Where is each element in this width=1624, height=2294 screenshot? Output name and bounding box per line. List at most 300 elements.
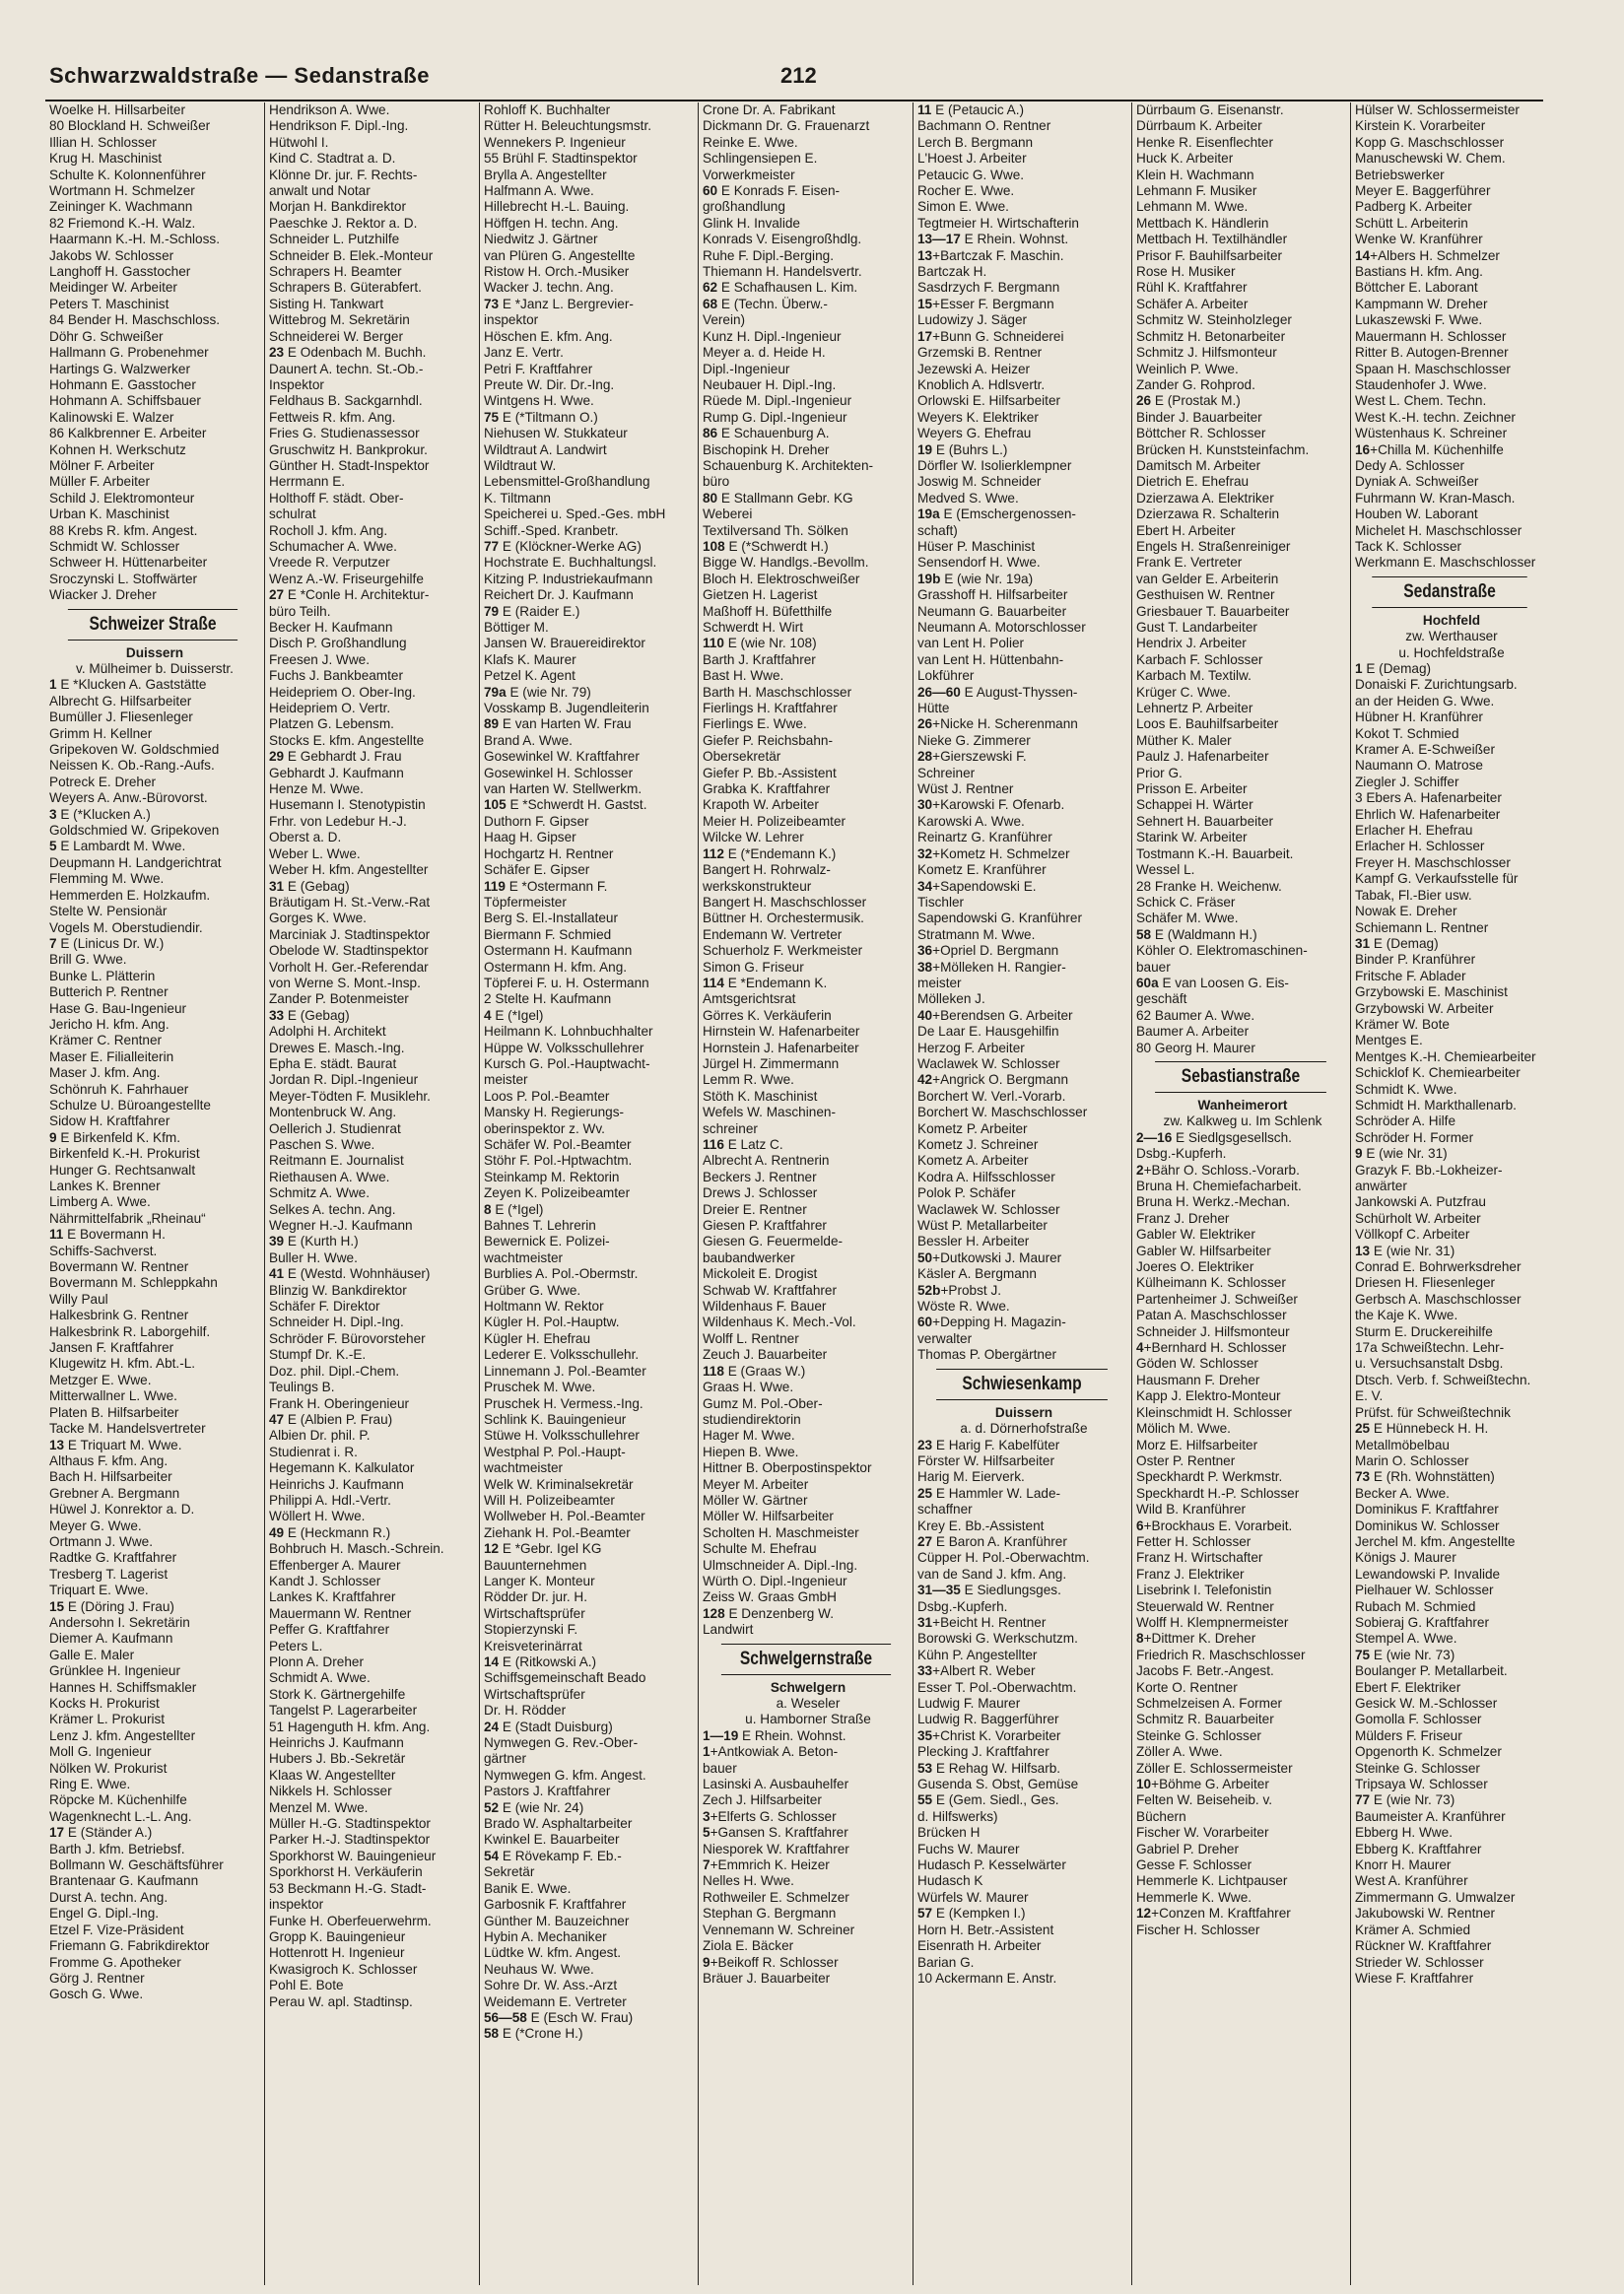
resident-entry: Dürrbaum G. Eisenanstr. [1136, 102, 1284, 117]
resident-entry: Zöller E. Schlossermeister [1136, 1760, 1293, 1776]
resident-entry: Teulings B. [269, 1380, 335, 1395]
resident-entry: Hülser W. Schlossermeister [1355, 102, 1520, 117]
resident-entry: 34+Sapendowski E. [917, 878, 1037, 894]
resident-entry: Käsler A. Bergmann [917, 1266, 1037, 1282]
resident-entry: Willy Paul [49, 1291, 108, 1307]
resident-entry: Bräuer J. Bauarbeiter [703, 1970, 831, 1986]
resident-entry: 4+Bernhard H. Schlosser [1136, 1340, 1287, 1356]
resident-entry: Berg S. El.-Installateur [484, 911, 618, 926]
resident-entry: Hendrikson F. Dipl.-Ing. [269, 118, 409, 134]
resident-entry: Hager M. Wwe. [703, 1428, 795, 1444]
resident-entry: Rohloff K. Buchhalter [484, 102, 611, 117]
resident-entry: Ebberg H. Wwe. [1355, 1825, 1453, 1841]
resident-entry: van de Sand J. kfm. Ang. [917, 1566, 1067, 1582]
resident-entry: Hüppe W. Volksschullehrer [484, 1040, 644, 1055]
resident-entry: Loos P. Pol.-Beamter [484, 1088, 610, 1104]
resident-entry: Grabka K. Kraftfahrer [703, 781, 831, 797]
resident-entry: Steuerwald W. Rentner [1136, 1598, 1274, 1614]
resident-entry: Montenbruck W. Ang. [269, 1105, 397, 1120]
resident-entry: Völlkopf C. Arbeiter [1355, 1227, 1470, 1243]
resident-entry: De Laar E. Hausgehilfin [917, 1024, 1059, 1040]
resident-entry: Joeres O. Elektriker [1136, 1259, 1254, 1275]
resident-entry: Schick C. Fräser [1136, 894, 1236, 910]
resident-entry: 2+Bähr O. Schloss.-Vorarb. [1136, 1162, 1300, 1178]
resident-entry: 55 Brühl F. Stadtinspektor [484, 151, 638, 167]
resident-entry: 50+Dutkowski J. Maurer [917, 1249, 1062, 1265]
resident-entry: Schlingensiepen E. [703, 151, 818, 167]
resident-entry: Mitterwallner L. Wwe. [49, 1388, 177, 1404]
resident-entry: Weberei [703, 506, 753, 522]
resident-entry: Stopierzynski F. [484, 1622, 578, 1638]
resident-entry: Obelode W. Stadtinspektor [269, 943, 429, 959]
resident-entry: Kwasigroch K. Schlosser [269, 1961, 418, 1977]
resident-entry: Fischer H. Schlosser [1136, 1922, 1260, 1937]
resident-entry: Limberg A. Wwe. [49, 1194, 151, 1210]
resident-entry: Garbosnik F. Kraftfahrer [484, 1897, 627, 1913]
resident-entry: 80 Georg H. Maurer [1136, 1040, 1255, 1055]
resident-entry: Maser E. Filialleiterin [49, 1048, 174, 1064]
resident-entry: studiendirektorin [703, 1411, 801, 1427]
resident-entry: Oster P. Rentner [1136, 1452, 1236, 1468]
resident-entry: Grzybowski E. Maschinist [1355, 984, 1508, 1000]
resident-entry: Grazyk F. Bb.-Lokheizer- [1355, 1162, 1503, 1178]
resident-entry: Thomas P. Obergärtner [917, 1347, 1057, 1363]
resident-entry: großhandlung [703, 199, 785, 215]
resident-entry: Weber H. kfm. Angestellter [269, 862, 429, 878]
resident-entry: Effenberger A. Maurer [269, 1557, 401, 1573]
resident-entry: Philippi A. Hdl.-Vertr. [269, 1492, 391, 1508]
resident-entry: Ziegler J. Schiffer [1355, 774, 1459, 789]
resident-entry: 5+Gansen S. Kraftfahrer [703, 1825, 848, 1841]
resident-entry: Biermann F. Schmied [484, 926, 612, 942]
resident-entry: Nelles H. Wwe. [703, 1873, 794, 1889]
resident-entry: Hendrix J. Arbeiter [1136, 636, 1247, 651]
resident-entry: Günther H. Stadt-Inspektor [269, 457, 430, 473]
resident-entry: d. Hilfswerks) [917, 1808, 998, 1824]
resident-entry: 86 E Schauenburg A. [703, 426, 830, 441]
resident-entry: Kind C. Stadtrat a. D. [269, 151, 396, 167]
resident-entry: Töpfermeister [484, 894, 567, 910]
street-range-note: zw. Werthauser [1405, 629, 1498, 644]
resident-entry: Felten W. Beiseheib. v. [1136, 1792, 1273, 1808]
resident-entry: 62 Baumer A. Wwe. [1136, 1007, 1255, 1023]
resident-entry: Lewandowski P. Invalide [1355, 1566, 1501, 1582]
resident-entry: Weyers G. Ehefrau [917, 426, 1032, 441]
resident-entry: 23 E Odenbach M. Buchh. [269, 345, 427, 361]
resident-entry: 13 E (wie Nr. 31) [1355, 1243, 1455, 1258]
resident-entry: Stephan G. Bergmann [703, 1906, 837, 1922]
resident-entry: 53 E Rehag W. Hilfsarb. [917, 1760, 1061, 1776]
resident-entry: Gruschwitz H. Bankprokur. [269, 441, 428, 457]
resident-entry: Landwirt [703, 1622, 754, 1638]
resident-entry: 108 E (*Schwerdt H.) [703, 538, 829, 554]
resident-entry: Plecking J. Kraftfahrer [917, 1744, 1049, 1760]
resident-entry: Maßhoff H. Büfetthilfe [703, 603, 833, 619]
resident-entry: Schneider B. Elek.-Monteur [269, 247, 434, 263]
resident-entry: Nymwegen G. Rev.-Ober- [484, 1735, 639, 1751]
resident-entry: 10 Ackermann E. Anstr. [917, 1970, 1057, 1986]
resident-entry: Kometz J. Schreiner [917, 1137, 1039, 1152]
resident-entry: van Lent H. Polier [917, 636, 1025, 651]
resident-entry: Schild J. Elektromonteur [49, 490, 195, 506]
resident-entry: 19 E (Buhrs L.) [917, 441, 1008, 457]
resident-entry: Dtsch. Verb. f. Schweißtechn. [1355, 1372, 1531, 1387]
resident-entry: Günther M. Bauzeichner [484, 1913, 630, 1928]
resident-entry: Speicherei u. Sped.-Ges. mbH [484, 506, 666, 522]
resident-entry: Paschen S. Wwe. [269, 1137, 375, 1152]
resident-entry: Schwerdt H. Wirt [703, 620, 803, 635]
resident-entry: Wacker J. techn. Ang. [484, 280, 614, 296]
resident-entry: Kleinschmidt H. Schlosser [1136, 1404, 1292, 1420]
resident-entry: schulrat [269, 506, 316, 522]
resident-entry: Neubauer H. Dipl.-Ing. [703, 376, 837, 392]
resident-entry: Gosewinkel H. Schlosser [484, 765, 634, 780]
resident-entry: Jordan R. Dipl.-Ingenieur [269, 1072, 419, 1088]
resident-entry: van Lent H. Hüttenbahn- [917, 651, 1064, 667]
resident-entry: Kügler H. Pol.-Hauptw. [484, 1315, 620, 1330]
resident-entry: Wessel L. [1136, 862, 1195, 878]
resident-entry: Würfels W. Maurer [917, 1889, 1029, 1905]
resident-entry: Stempel A. Wwe. [1355, 1631, 1457, 1647]
resident-entry: Wortmann H. Schmelzer [49, 183, 195, 199]
resident-entry: Waclawek W. Schlosser [917, 1055, 1060, 1071]
resident-entry: Cüpper H. Pol.-Oberwachtm. [917, 1550, 1090, 1566]
resident-entry: Hütwohl I. [269, 134, 329, 150]
resident-entry: Speckhardt P. Werkmstr. [1136, 1469, 1283, 1485]
resident-entry: Wolff H. Klempnermeister [1136, 1614, 1289, 1630]
resident-entry: Langhoff H. Gasstocher [49, 264, 191, 280]
resident-entry: 79a E (wie Nr. 79) [484, 684, 591, 700]
resident-entry: Baumeister A. Kranführer [1355, 1808, 1506, 1824]
resident-entry: Spaan H. Maschschlosser [1355, 361, 1511, 376]
resident-entry: Griesbauer T. Bauarbeiter [1136, 603, 1290, 619]
resident-entry: Schäfer E. Gipser [484, 862, 590, 878]
resident-entry: Marciniak J. Stadtinspektor [269, 926, 431, 942]
resident-entry: Giesen G. Feuermelde- [703, 1234, 844, 1249]
resident-entry: Studienrat i. R. [269, 1444, 358, 1459]
resident-entry: Müther K. Maler [1136, 732, 1232, 748]
resident-entry: Hottenrott H. Ingenieur [269, 1945, 405, 1961]
resident-entry: Schmitz J. Hilfsmonteur [1136, 345, 1277, 361]
resident-entry: Illian H. Schlosser [49, 134, 157, 150]
resident-entry: Dominikus F. Kraftfahrer [1355, 1502, 1499, 1518]
resident-entry: Hütte [917, 701, 950, 716]
resident-entry: Binder P. Kranführer [1355, 952, 1476, 968]
resident-entry: Wirtschaftsprüfer [484, 1605, 585, 1621]
resident-entry: Schneiderei W. Berger [269, 328, 404, 344]
resident-entry: Morz E. Hilfsarbeiter [1136, 1437, 1258, 1452]
resident-entry: Zander P. Botenmeister [269, 991, 409, 1007]
resident-entry: Becker A. Wwe. [1355, 1485, 1450, 1501]
resident-entry: von Werne S. Mont.-Insp. [269, 975, 421, 990]
resident-entry: Burblies A. Pol.-Obermstr. [484, 1266, 639, 1282]
resident-entry: Möller W. Gärtner [703, 1492, 808, 1508]
resident-entry: Speckhardt H.-P. Schlosser [1136, 1485, 1300, 1501]
resident-entry: 15+Esser F. Bergmann [917, 296, 1054, 311]
resident-entry: Lederer E. Volksschullehr. [484, 1347, 640, 1363]
resident-entry: Müller F. Arbeiter [49, 474, 150, 490]
resident-entry: Grebner A. Bergmann [49, 1485, 180, 1501]
resident-entry: Barth H. Maschschlosser [703, 684, 852, 700]
resident-entry: Schrapers B. Güterabfert. [269, 280, 422, 296]
resident-entry: Wenz A.-W. Friseurgehilfe [269, 571, 424, 586]
resident-entry: Wüst P. Metallarbeiter [917, 1218, 1048, 1234]
resident-entry: Bast H. Wwe. [703, 668, 784, 684]
resident-entry: Bischopink H. Dreher [703, 441, 830, 457]
resident-entry: Zöller A. Wwe. [1136, 1744, 1223, 1760]
resident-entry: Steinke G. Schlosser [1136, 1727, 1261, 1743]
resident-entry: Friedrich R. Maschschlosser [1136, 1647, 1306, 1662]
resident-entry: 60a E van Loosen G. Eis- [1136, 975, 1289, 990]
resident-entry: Banik E. Wwe. [484, 1880, 572, 1896]
resident-entry: Ostermann H. kfm. Ang. [484, 959, 628, 975]
resident-entry: Bunke L. Plätterin [49, 968, 156, 983]
resident-entry: Kocks H. Prokurist [49, 1696, 160, 1711]
resident-entry: Nieke G. Zimmerer [917, 732, 1031, 748]
resident-entry: Houben W. Laborant [1355, 506, 1478, 522]
resident-entry: Grünklee H. Ingenieur [49, 1663, 180, 1679]
resident-entry: schreiner [703, 1120, 758, 1136]
resident-entry: Ziola E. Bäcker [703, 1938, 794, 1954]
resident-entry: Friemann G. Fabrikdirektor [49, 1938, 210, 1954]
resident-entry: Nymwegen G. kfm. Angest. [484, 1767, 646, 1783]
resident-entry: Dürrbaum K. Arbeiter [1136, 118, 1262, 134]
resident-entry: Barth J. kfm. Betriebsf. [49, 1841, 185, 1856]
resident-entry: Würth O. Dipl.-Ingenieur [703, 1573, 847, 1588]
resident-entry: Giefer P. Bb.-Assistent [703, 765, 837, 780]
resident-entry: Etzel F. Vize-Präsident [49, 1922, 184, 1937]
resident-entry: Schröder F. Bürovorsteher [269, 1330, 426, 1346]
resident-entry: Prior G. [1136, 765, 1183, 780]
resident-entry: Möller W. Hilfsarbeiter [703, 1509, 834, 1524]
resident-entry: Haag H. Gipser [484, 830, 576, 845]
resident-entry: Hemmerle K. Wwe. [1136, 1889, 1252, 1905]
resident-entry: Michelet H. Maschschlosser [1355, 522, 1522, 538]
resident-entry: 25 E Hünnebeck H. H. [1355, 1421, 1489, 1437]
resident-entry: 29 E Gebhardt J. Frau [269, 749, 402, 765]
resident-entry: Meyer a. d. Heide H. [703, 345, 826, 361]
resident-entry: 68 E (Techn. Überw.- [703, 296, 828, 311]
resident-entry: Gumz M. Pol.-Ober- [703, 1395, 823, 1411]
resident-entry: 1 E (Demag) [1355, 661, 1432, 676]
resident-entry: Schmitz H. Betonarbeiter [1136, 328, 1286, 344]
resident-entry: Bohbruch H. Masch.-Schrein. [269, 1541, 444, 1557]
resident-entry: Krapoth W. Arbeiter [703, 797, 819, 813]
resident-entry: Meyer M. Arbeiter [703, 1476, 809, 1492]
resident-entry: Borowski G. Werkschutzm. [917, 1631, 1078, 1647]
resident-entry: Tresberg T. Lagerist [49, 1566, 169, 1582]
resident-entry: Nowak E. Dreher [1355, 904, 1457, 919]
resident-entry: 58 E (*Crone H.) [484, 2026, 583, 2042]
resident-entry: Wöste R. Wwe. [917, 1299, 1010, 1315]
resident-entry: Franz H. Wirtschafter [1136, 1550, 1263, 1566]
resident-entry: Kapp J. Elektro-Monteur [1136, 1388, 1281, 1404]
resident-entry: Potreck E. Dreher [49, 774, 157, 789]
resident-entry: geschäft [1136, 991, 1187, 1007]
resident-entry: Ebert H. Arbeiter [1136, 522, 1236, 538]
resident-entry: Heilmann K. Lohnbuchhalter [484, 1024, 653, 1040]
resident-entry: 89 E van Harten W. Frau [484, 716, 632, 732]
resident-entry: 80 E Stallmann Gebr. KG [703, 490, 853, 506]
directory-column-6 [1131, 102, 1349, 2285]
resident-entry: Döhr G. Schweißer [49, 328, 164, 344]
resident-entry: Selkes A. techn. Ang. [269, 1201, 396, 1217]
resident-entry: Starink W. Arbeiter [1136, 830, 1248, 845]
resident-entry: Hase G. Bau-Ingenieur [49, 1000, 187, 1016]
resident-entry: Woelke H. Hillsarbeiter [49, 102, 185, 117]
resident-entry: Böttiger M. [484, 620, 549, 635]
resident-entry: Kursch G. Pol.-Hauptwacht- [484, 1055, 650, 1071]
resident-entry: Tabak, Fl.-Bier usw. [1355, 887, 1472, 903]
resident-entry: Reitmann E. Journalist [269, 1153, 404, 1169]
resident-entry: 4 E (*Igel) [484, 1007, 544, 1023]
resident-entry: Schumacher A. Wwe. [269, 538, 397, 554]
resident-entry: 7+Emmrich K. Heizer [703, 1857, 830, 1873]
resident-entry: 110 E (wie Nr. 108) [703, 636, 817, 651]
resident-entry: Waclawek W. Schlosser [917, 1201, 1060, 1217]
resident-entry: Görres K. Verkäuferin [703, 1007, 832, 1023]
resident-entry: Welk W. Kriminalsekretär [484, 1476, 634, 1492]
resident-entry: Neissen K. Ob.-Rang.-Aufs. [49, 758, 215, 774]
resident-entry: Schulte K. Kolonnenführer [49, 167, 206, 182]
resident-entry: Dzierzawa R. Schalterin [1136, 506, 1280, 522]
resident-entry: Dsbg.-Kupferh. [1136, 1146, 1227, 1162]
resident-entry: Fetter H. Schlosser [1136, 1533, 1252, 1549]
resident-entry: Ehrlich W. Hafenarbeiter [1355, 806, 1501, 822]
resident-entry: Sekretär [484, 1864, 535, 1880]
resident-entry: Sehnert H. Bauarbeiter [1136, 813, 1274, 829]
resident-entry: Stork K. Gärtnergehilfe [269, 1686, 406, 1702]
resident-entry: 38+Mölleken H. Rangier- [917, 959, 1066, 975]
resident-entry: L'Hoest J. Arbeiter [917, 151, 1027, 167]
resident-entry: Mölleken J. [917, 991, 985, 1007]
resident-entry: Bangert H. Maschschlosser [703, 894, 867, 910]
resident-entry: 36+Opriel D. Bergmann [917, 943, 1059, 959]
resident-entry: Bangert H. Rohrwalz- [703, 862, 831, 878]
resident-entry: Heidepriem O. Ober-Ing. [269, 684, 416, 700]
resident-entry: 9 E (wie Nr. 31) [1355, 1146, 1448, 1162]
resident-entry: Krämer L. Prokurist [49, 1712, 166, 1727]
resident-entry: Kampmann W. Dreher [1355, 296, 1488, 311]
resident-entry: Verein) [703, 312, 746, 328]
resident-entry: Bach H. Hilfsarbeiter [49, 1469, 172, 1485]
resident-entry: Herzog F. Arbeiter [917, 1040, 1025, 1055]
resident-entry: Peters L. [269, 1638, 323, 1653]
resident-entry: Prisor F. Bauhilfsarbeiter [1136, 247, 1283, 263]
directory-column-4 [698, 102, 914, 2285]
resident-entry: Sisting H. Tankwart [269, 296, 384, 311]
resident-entry: Hochstrate E. Buchhaltungsl. [484, 555, 657, 571]
resident-entry: Grimm H. Kellner [49, 725, 153, 741]
resident-entry: 11 E Bovermann H. [49, 1227, 166, 1243]
resident-entry: Töpferei F. u. H. Ostermann [484, 975, 649, 990]
resident-entry: Endemann W. Vertreter [703, 926, 843, 942]
resident-entry: Hartings G. Walzwerker [49, 361, 191, 376]
resident-entry: 25 E Hammler W. Lade- [917, 1485, 1061, 1501]
resident-entry: Sporkhorst W. Bauingenieur [269, 1848, 437, 1863]
resident-entry: Krämer A. Schmied [1355, 1922, 1471, 1937]
resident-entry: Schönruh K. Fahrhauer [49, 1081, 189, 1097]
resident-entry: Lehnertz P. Arbeiter [1136, 701, 1253, 716]
resident-entry: Albrecht A. Rentnerin [703, 1153, 830, 1169]
district-label: Hochfeld [1422, 612, 1481, 628]
resident-entry: Knorr H. Maurer [1355, 1857, 1452, 1873]
resident-entry: 5 E Lambardt M. Wwe. [49, 839, 186, 854]
resident-entry: Dreier E. Rentner [703, 1201, 807, 1217]
resident-entry: Schulte M. Ehefrau [703, 1541, 817, 1557]
resident-entry: Zech J. Hilfsarbeiter [703, 1792, 822, 1808]
resident-entry: Hüwel J. Konrektor a. D. [49, 1502, 195, 1518]
resident-entry: werkskonstrukteur [703, 878, 812, 894]
resident-entry: Bigge W. Handlgs.-Bevollm. [703, 555, 869, 571]
resident-entry: Görg J. Rentner [49, 1970, 145, 1986]
resident-entry: Hüser P. Maschinist [917, 538, 1036, 554]
resident-entry: Schmidt H. Markthallenarb. [1355, 1097, 1517, 1113]
resident-entry: Lüdtke W. kfm. Angest. [484, 1945, 622, 1961]
resident-entry: Hubers J. Bb.-Sekretär [269, 1751, 406, 1767]
resident-entry: büro [703, 474, 730, 490]
district-label: Duissern [125, 644, 184, 660]
resident-entry: 14 E (Ritkowski A.) [484, 1654, 597, 1669]
resident-entry: Ruhe F. Dipl.-Berging. [703, 247, 834, 263]
resident-entry: Kandt J. Schlosser [269, 1573, 381, 1588]
resident-entry: 31 E (Demag) [1355, 935, 1439, 951]
resident-entry: Betriebswerker [1355, 167, 1445, 182]
resident-entry: Sasdrzych F. Bergmann [917, 280, 1060, 296]
resident-entry: 27 E Baron A. Kranführer [917, 1533, 1067, 1549]
resident-entry: Barian G. [917, 1954, 975, 1970]
resident-entry: Fettweis R. kfm. Ang. [269, 409, 396, 425]
resident-entry: Klaas W. Angestellter [269, 1767, 396, 1783]
resident-entry: Hallmann G. Probenehmer [49, 345, 209, 361]
resident-entry: Schmidt K. Wwe. [1355, 1081, 1457, 1097]
resident-entry: Göden W. Schlosser [1136, 1356, 1258, 1372]
resident-entry: Wilcke W. Lehrer [703, 830, 804, 845]
resident-entry: Brand A. Wwe. [484, 732, 573, 748]
resident-entry: 24 E (Stadt Duisburg) [484, 1719, 613, 1734]
resident-entry: Wefels W. Maschinen- [703, 1105, 836, 1120]
resident-entry: Stöth K. Maschinist [703, 1088, 818, 1104]
resident-entry: Goldschmied W. Gripekoven [49, 823, 220, 839]
resident-entry: Krug H. Maschinist [49, 151, 163, 167]
resident-entry: Bloch H. Elektroschweißer [703, 571, 860, 586]
resident-entry: Fuchs W. Maurer [917, 1841, 1020, 1856]
resident-entry: Kreisveterinärrat [484, 1638, 582, 1653]
resident-entry: Schneider H. Dipl.-Ing. [269, 1315, 404, 1330]
resident-entry: Hudasch K [917, 1873, 983, 1889]
resident-entry: Steinkamp M. Rektorin [484, 1169, 620, 1184]
resident-entry: Freyer H. Maschschlosser [1355, 854, 1511, 870]
resident-entry: Dzierzawa A. Elektriker [1136, 490, 1274, 506]
resident-entry: inspektor [269, 1897, 324, 1913]
street-range-note: a. d. Dörnerhofstraße [960, 1421, 1088, 1437]
resident-entry: Frank E. Vertreter [1136, 555, 1243, 571]
resident-entry: Mettbach K. Händlerin [1136, 215, 1269, 231]
resident-entry: Engels H. Straßenreiniger [1136, 538, 1291, 554]
resident-entry: Vennemann W. Schreiner [703, 1922, 855, 1937]
resident-entry: Binder J. Bauarbeiter [1136, 409, 1262, 425]
resident-entry: Hudasch P. Kesselwärter [917, 1857, 1066, 1873]
resident-entry: Hunger G. Rechtsanwalt [49, 1162, 196, 1178]
resident-entry: Daunert A. techn. St.-Ob.- [269, 361, 424, 376]
resident-entry: Hillebrecht H.-L. Bauing. [484, 199, 630, 215]
resident-entry: Knoblich A. Hdlsvertr. [917, 376, 1046, 392]
resident-entry: 84 Bender H. Maschschloss. [49, 312, 221, 328]
resident-entry: Mauermann H. Schlosser [1355, 328, 1507, 344]
resident-entry: Wolff L. Rentner [703, 1330, 799, 1346]
resident-entry: 114 E *Endemann K. [703, 975, 828, 990]
resident-entry: Birkenfeld K.-H. Prokurist [49, 1146, 200, 1162]
